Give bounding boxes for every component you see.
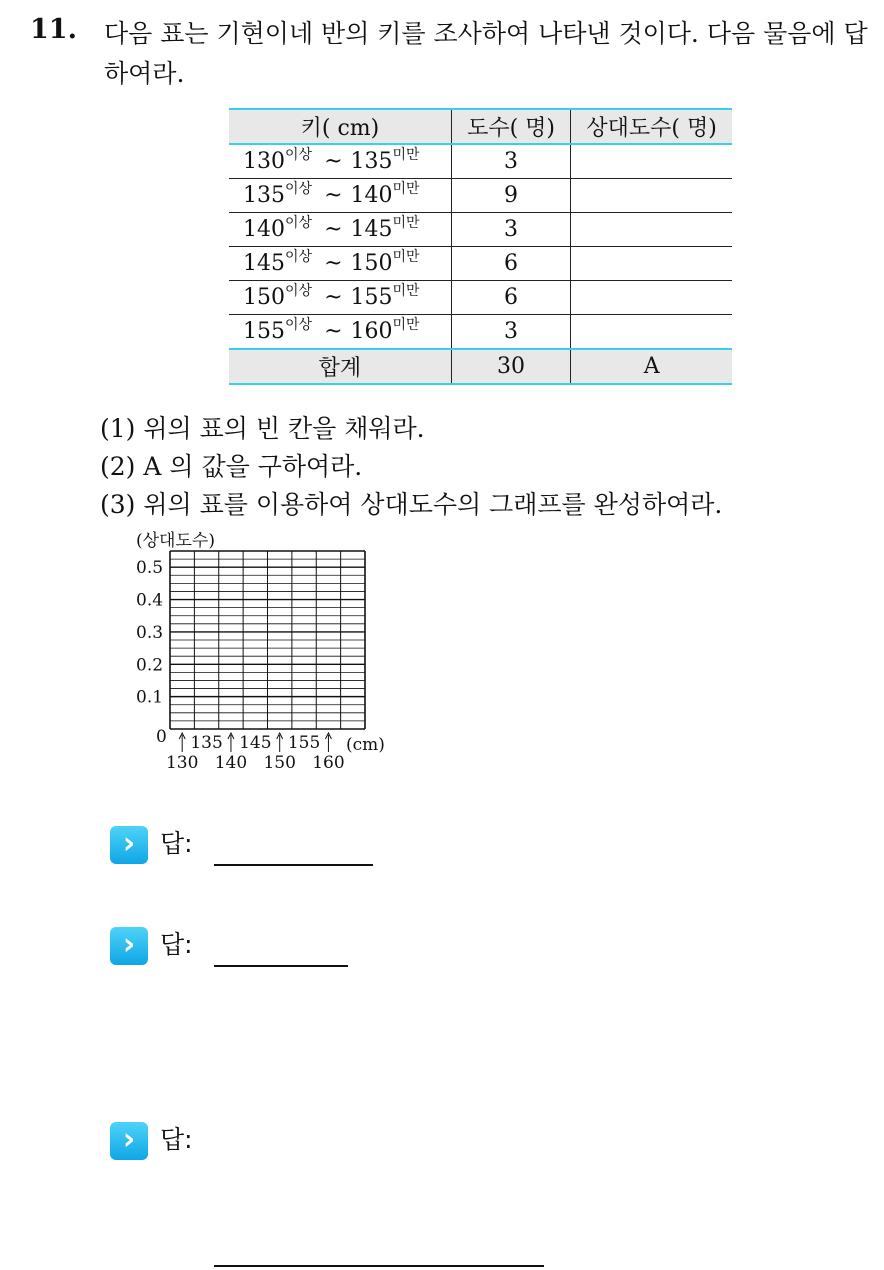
y-tick-label: 0.2 xyxy=(136,655,164,676)
x-tick-label: 150 xyxy=(263,753,296,773)
x-tick-label: 155 xyxy=(287,733,321,753)
class-interval: $145^{이상}$ ~ $150^{미만}$ xyxy=(229,247,451,281)
total-relative-frequency: A xyxy=(571,349,732,384)
interval-upper: 155 xyxy=(350,285,393,310)
x-tick-label: 130 xyxy=(165,753,199,773)
interval-upper: 160 xyxy=(350,319,393,344)
y-tick-label: 0.5 xyxy=(136,558,164,579)
subquestion-3: (3) 위의 표를 이용하여 상대도수의 그래프를 완성하여라. xyxy=(100,490,723,519)
answer-blank[interactable] xyxy=(214,965,348,967)
interval-upper: 140 xyxy=(350,183,393,208)
x-axis-label: (cm) xyxy=(346,735,385,755)
frequency-cell: 6 xyxy=(451,281,570,315)
x-tick-label: 135 xyxy=(190,733,223,753)
answer-blank[interactable] xyxy=(214,864,373,866)
question-text: 다음 표는 기현이네 반의 키를 조사하여 나타낸 것이다. 다음 물음에 답하여라. xyxy=(104,19,868,88)
total-frequency: 30 xyxy=(451,349,570,384)
interval-lower: 130 xyxy=(243,149,285,174)
subquestion-2: (2) A 의 값을 구하여라. xyxy=(100,452,363,481)
interval-upper: 150 xyxy=(350,251,393,276)
interval-upper: 135 xyxy=(350,149,393,174)
interval-upper: 145 xyxy=(350,217,393,242)
class-interval: $155^{이상}$ ~ $160^{미만}$ xyxy=(229,315,451,350)
x-tick-label: 140 xyxy=(214,753,248,773)
x-tick-label: 145 xyxy=(239,733,272,753)
header-height: 키( cm) xyxy=(229,109,451,144)
interval-lower: 150 xyxy=(243,285,285,310)
header-relative-frequency: 상대도수( 명) xyxy=(571,109,732,144)
chevron-right-icon: › xyxy=(110,826,148,864)
frequency-cell: 9 xyxy=(451,179,570,213)
question-number: 11. xyxy=(30,14,77,45)
answer-blank[interactable] xyxy=(214,1265,544,1267)
frequency-cell: 3 xyxy=(451,315,570,350)
y-tick-label: 0.4 xyxy=(136,590,164,611)
graph-grid xyxy=(170,551,365,729)
y-tick-label: 0.3 xyxy=(136,622,164,643)
class-interval: $140^{이상}$ ~ $145^{미만}$ xyxy=(229,213,451,247)
subquestion-1: (1) 위의 표의 빈 칸을 채워라. xyxy=(100,414,425,443)
class-interval: $150^{이상}$ ~ $155^{미만}$ xyxy=(229,281,451,315)
interval-lower: 140 xyxy=(243,217,285,242)
y-axis-label: (상대도수) xyxy=(136,531,215,551)
y-tick-label: 0.1 xyxy=(136,687,164,708)
chevron-right-icon: › xyxy=(110,927,148,965)
x-tick-label: 160 xyxy=(312,753,345,773)
header-frequency: 도수( 명) xyxy=(451,109,570,144)
y-tick-label: 0 xyxy=(156,727,167,747)
chevron-right-icon: › xyxy=(110,1122,148,1160)
class-interval: $135^{이상}$ ~ $140^{미만}$ xyxy=(229,179,451,213)
frequency-cell: 6 xyxy=(451,247,570,281)
answer-label: 답: xyxy=(160,829,193,858)
answer-label: 답: xyxy=(160,930,193,959)
frequency-cell: 3 xyxy=(451,144,570,179)
class-interval: $130^{이상}$ ~ $135^{미만}$ xyxy=(229,144,451,179)
frequency-cell: 3 xyxy=(451,213,570,247)
interval-lower: 135 xyxy=(243,183,285,208)
interval-lower: 145 xyxy=(243,251,285,276)
total-label: 합계 xyxy=(229,349,451,384)
interval-lower: 155 xyxy=(243,319,285,344)
answer-label: 답: xyxy=(160,1125,193,1154)
